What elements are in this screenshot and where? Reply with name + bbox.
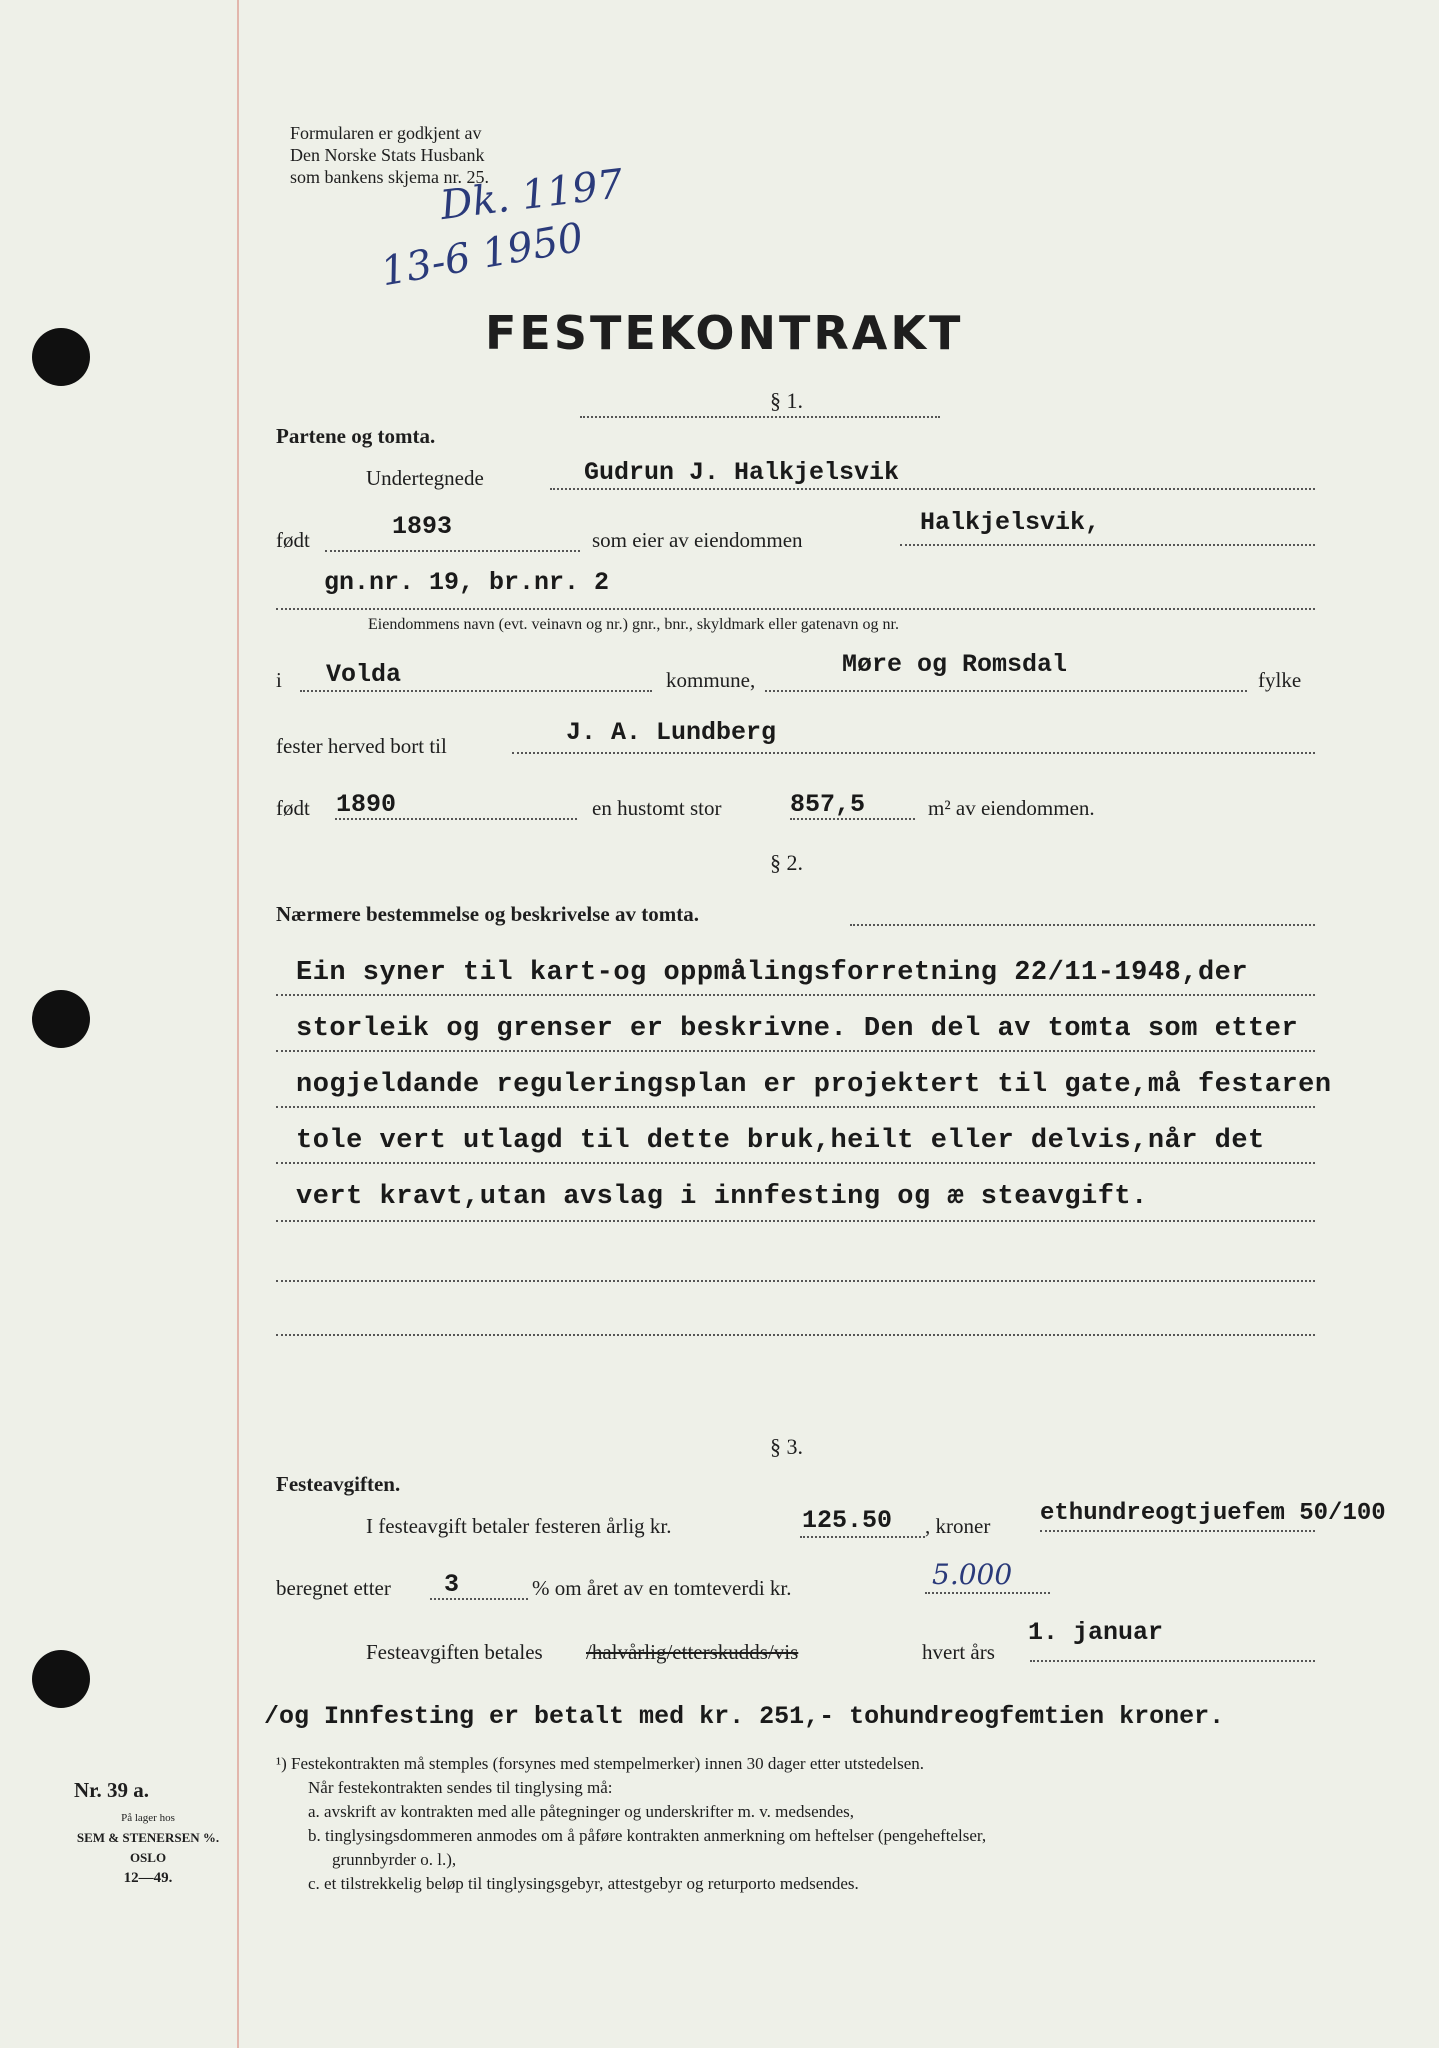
fodt-value: 1893	[392, 512, 453, 541]
description-line-4: tole vert utlagd til dette bruk,heilt eller delvis,når det	[296, 1126, 1265, 1156]
hustomt-label: en hustomt stor	[592, 796, 722, 820]
section-1-number: § 1.	[770, 388, 803, 413]
percent-value: 3	[444, 1570, 460, 1599]
approval-line: som bankens skjema nr. 25.	[290, 167, 489, 187]
description-line-3: nogjeldande reguleringsplan er projektert til gate,må festaren	[296, 1070, 1332, 1100]
fester-label: fester herved bort til	[276, 734, 447, 758]
festeavgift-words: ethundreogtjuefem 50/100	[1040, 1500, 1386, 1527]
punch-hole-top	[32, 328, 90, 386]
footnote-line: c. et tilstrekkelig beløp til tinglysingsgebyr, attestgebyr og returporto medsendes.	[308, 1874, 859, 1893]
printer-line: SEM & STENERSEN %. OSLO	[76, 1830, 220, 1865]
beregnet-label: beregnet etter	[276, 1576, 391, 1600]
struck-terms: /halvårlig/etterskudds/vis	[586, 1640, 799, 1664]
footnote-line: b. tinglysingsdommeren anmodes om å påføre kontrakten anmerkning om heftelser (pengeheftelser,	[308, 1826, 987, 1845]
due-date-value: 1. januar	[1028, 1618, 1164, 1647]
festeavgift-label: I festeavgift betaler festeren årlig kr.	[366, 1514, 672, 1538]
tomteverdi-label: % om året av en tomteverdi kr.	[532, 1576, 792, 1600]
description-line-2: storleik og grenser er beskrivne. Den del av tomta som etter	[296, 1014, 1299, 1044]
fylke-label: fylke	[1258, 668, 1302, 692]
footnote-line: ¹) Festekontrakten må stemples (forsynes med stempelmerker) innen 30 dager etter utstedelsen.	[276, 1754, 925, 1773]
margin-rule	[237, 0, 239, 2048]
eiendom-value: Halkjelsvik,	[920, 508, 1101, 537]
footnote-line: grunnbyrder o. l.),	[332, 1850, 457, 1869]
kommune-value: Volda	[326, 660, 402, 689]
footnotes	[276, 1752, 986, 1896]
fylke-value: Møre og Romsdal	[842, 650, 1068, 679]
fodt-label: født	[276, 528, 310, 552]
hustomt-value: 857,5	[790, 790, 866, 819]
punch-hole-bottom	[32, 1650, 90, 1708]
printer-imprint	[58, 1808, 238, 1888]
fester-value: J. A. Lundberg	[566, 718, 777, 747]
printer-line: 12—49.	[123, 1870, 173, 1886]
tomteverdi-value: 5.000	[932, 1558, 1013, 1591]
handwritten-date: 13-6 1950	[377, 214, 587, 296]
eiendom-line-2: gn.nr. 19, br.nr. 2	[324, 568, 610, 597]
undertegnede-value: Gudrun J. Halkjelsvik	[584, 458, 900, 487]
form-number: Nr. 39 a.	[74, 1778, 150, 1802]
section-2-heading: Nærmere bestemmelse og beskrivelse av tomta.	[276, 902, 699, 926]
handwritten-reference: Dk. 1197	[437, 160, 626, 230]
section-1-heading: Partene og tomta.	[276, 424, 436, 448]
approval-line: Den Norske Stats Husbank	[290, 145, 485, 165]
hvert-ars-label: hvert års	[922, 1640, 995, 1664]
section-2-number: § 2.	[770, 850, 803, 875]
festeavgift-value: 125.50	[802, 1506, 893, 1535]
kommune-label: kommune,	[666, 668, 756, 692]
printer-line: På lager hos	[121, 1812, 175, 1824]
description-line-1: Ein syner til kart-og oppmålingsforretning 22/11-1948,der	[296, 958, 1249, 988]
eiendom-note: Eiendommens navn (evt. veinavn og nr.) gnr., bnr., skyldmark eller gatenavn og nr.	[368, 616, 899, 633]
betales-label: Festeavgiften betales	[366, 1640, 543, 1664]
approval-note	[290, 122, 489, 188]
document-title: FESTEKONTRAKT	[485, 306, 964, 360]
kroner-label: , kroner	[925, 1514, 991, 1538]
footnote-line: a. avskrift av kontrakten med alle påtegninger og underskrifter m. v. medsendes,	[308, 1802, 855, 1821]
hustomt-unit: m² av eiendommen.	[928, 796, 1095, 820]
punch-hole-middle	[32, 990, 90, 1048]
undertegnede-label: Undertegnede	[366, 466, 484, 490]
fodt-2-label: født	[276, 796, 310, 820]
footnote-line: Når festekontrakten sendes til tinglysing må:	[308, 1778, 613, 1797]
innfesting-line: /og Innfesting er betalt med kr. 251,- tohundreogfemtien kroner.	[264, 1702, 1225, 1731]
description-line-5: vert kravt,utan avslag i innfesting og æ steavgift.	[296, 1182, 1148, 1212]
i-label: i	[276, 668, 282, 692]
fodt-2-value: 1890	[336, 790, 397, 819]
section-3-heading: Festeavgiften.	[276, 1472, 401, 1496]
som-eier-label: som eier av eiendommen	[592, 528, 803, 552]
approval-line: Formularen er godkjent av	[290, 123, 482, 143]
section-3-number: § 3.	[770, 1434, 803, 1459]
